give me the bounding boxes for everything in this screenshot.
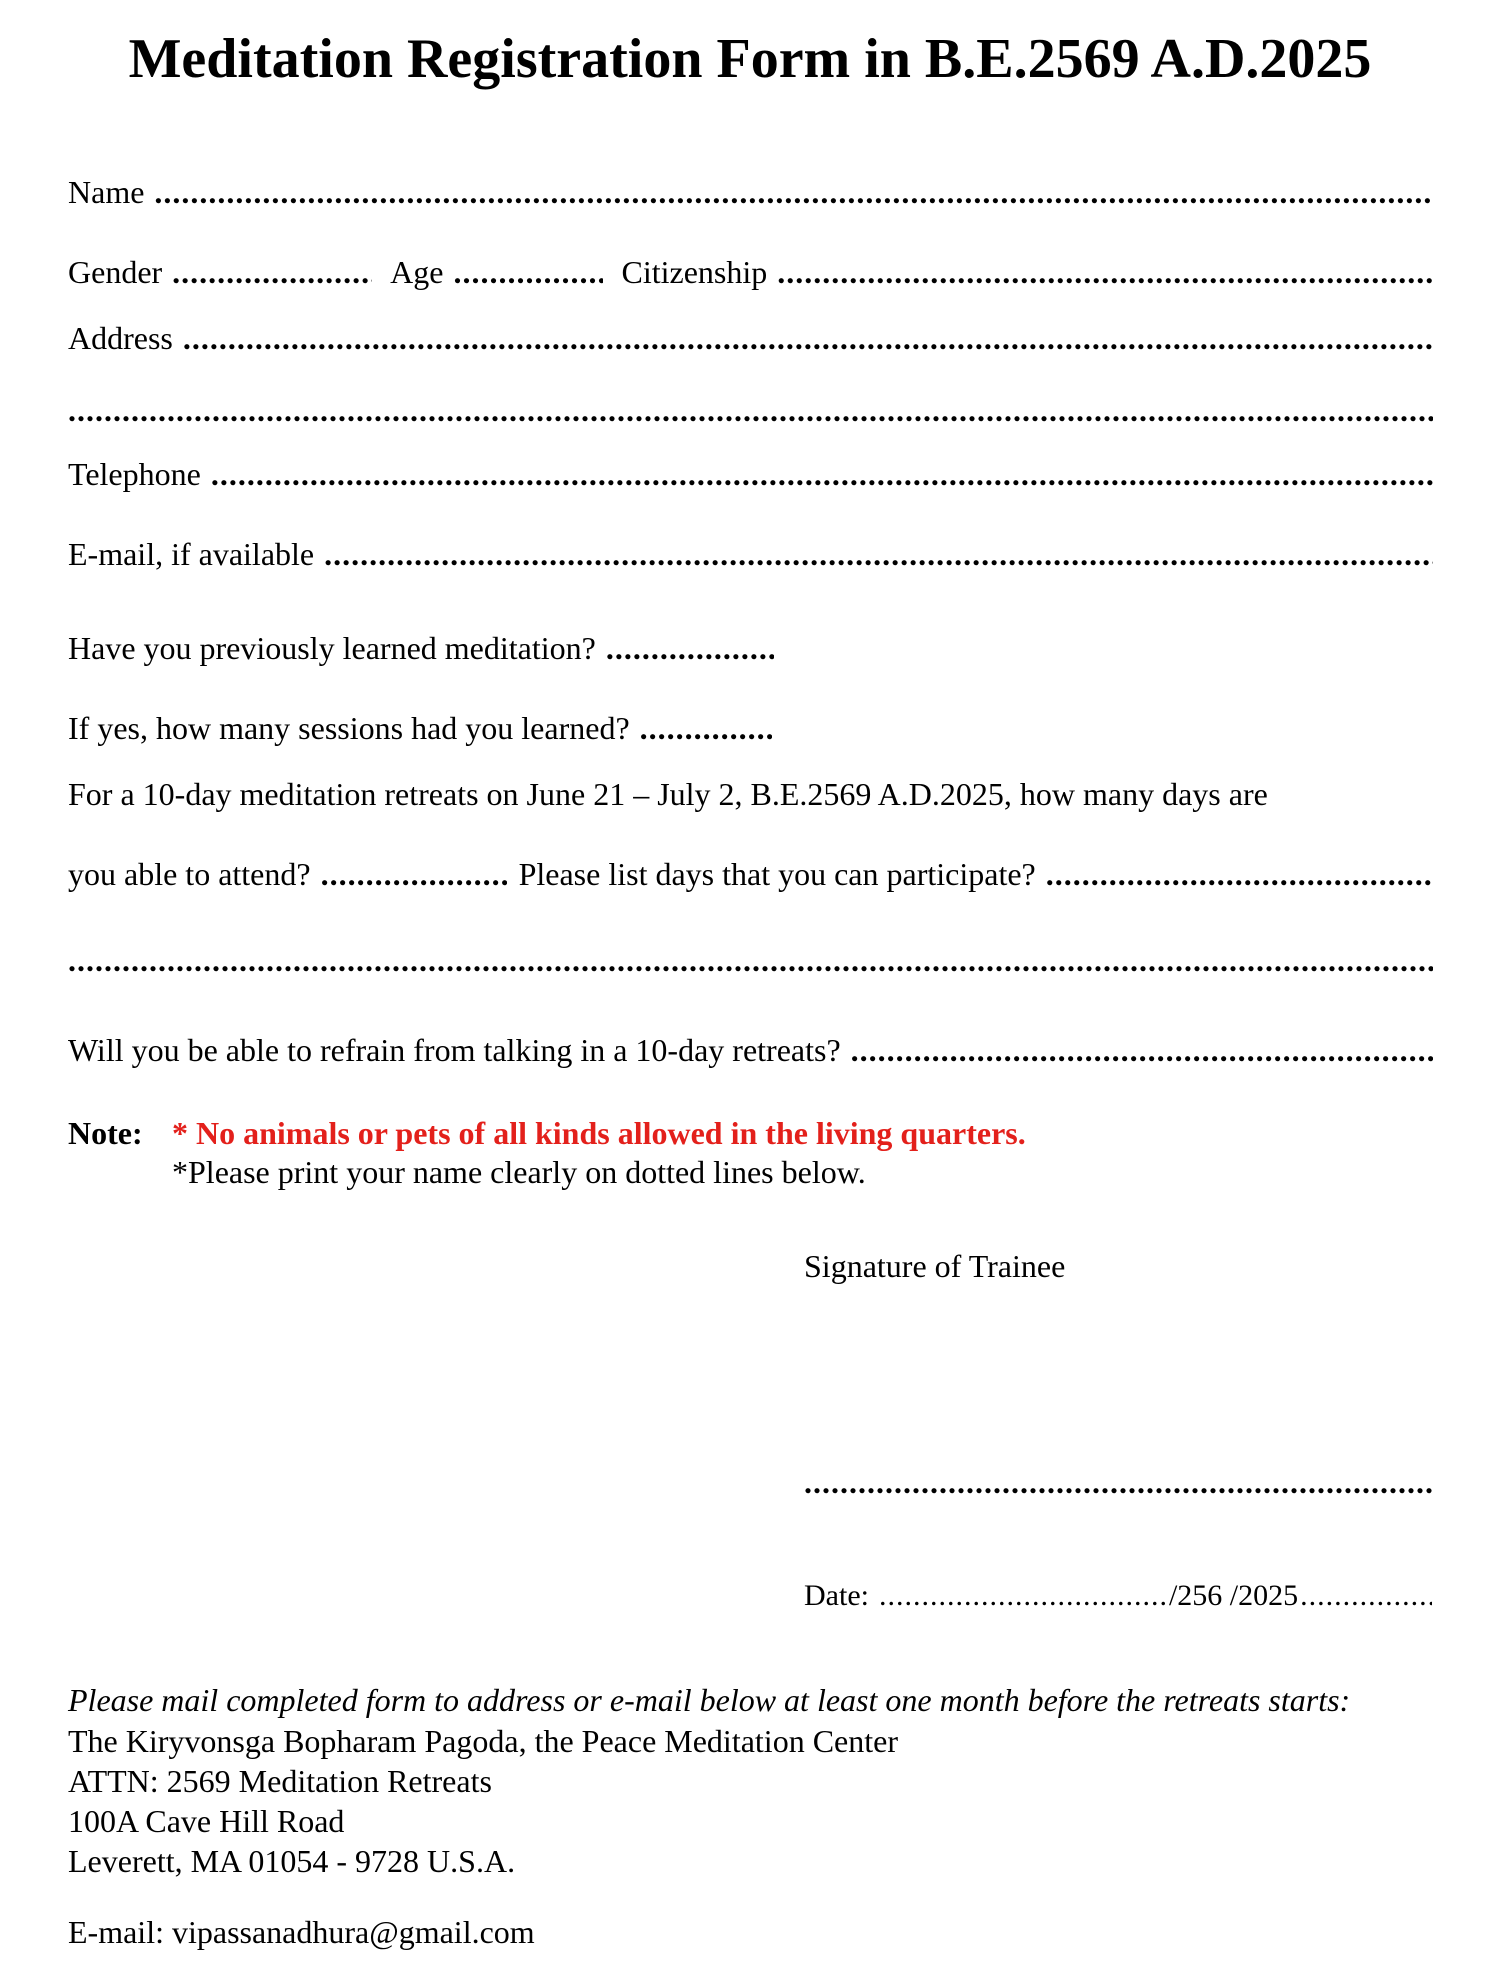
sessions-field[interactable] xyxy=(68,706,1433,750)
note-print-name: *Please print your name clearly on dotted lines below. xyxy=(172,1154,866,1190)
mail-instruction: Please mail completed form to address or e-mail below at least one month before the retreats starts: xyxy=(68,1682,1351,1718)
date-field[interactable] xyxy=(804,1574,1432,1618)
email-field[interactable] xyxy=(68,532,1433,576)
mail-attn: ATTN: 2569 Meditation Retreats xyxy=(68,1763,492,1799)
refrain-talking-label: Will you be able to refrain from talking in a 10-day retreats? xyxy=(68,1032,841,1068)
list-days-dotted-line[interactable] xyxy=(1046,852,1433,896)
retreat-question-line1: For a 10-day meditation retreats on June 21 – July 2, B.E.2569 A.D.2025, how many days are xyxy=(68,776,1268,812)
retreat-question xyxy=(68,772,1433,816)
telephone-dotted-line[interactable] xyxy=(211,452,1433,496)
age-label: Age xyxy=(390,254,444,290)
signature-line[interactable] xyxy=(804,1460,1432,1504)
address-continuation[interactable] xyxy=(68,388,1433,432)
email-label: E-mail, if available xyxy=(68,536,315,572)
signature-dotted-line[interactable] xyxy=(804,1460,1432,1504)
refrain-talking-field[interactable] xyxy=(68,1028,1433,1072)
email-dotted-line[interactable] xyxy=(324,532,1433,576)
previously-learned-field[interactable] xyxy=(68,626,1433,670)
form-title: Meditation Registration Form in B.E.2569 A.D.2025 xyxy=(128,28,1372,90)
citizenship-label: Citizenship xyxy=(621,254,768,290)
previously-learned-label: Have you previously learned meditation? xyxy=(68,630,596,666)
attend-days-label: you able to attend? xyxy=(68,856,311,892)
mail-street: 100A Cave Hill Road xyxy=(68,1803,345,1839)
citizenship-dotted-line[interactable] xyxy=(777,250,1433,294)
date-value: /256 /2025 xyxy=(1168,1579,1299,1612)
name-field[interactable] xyxy=(68,170,1433,214)
note-no-pets: * No animals or pets of all kinds allowed in the living quarters. xyxy=(172,1115,1026,1151)
attend-days-dotted-line[interactable] xyxy=(321,852,507,896)
gender-age-citizenship-row xyxy=(68,250,1433,294)
refrain-talking-dotted-line[interactable] xyxy=(851,1028,1433,1072)
mail-org-name: The Kiryvonsga Bopharam Pagoda, the Peace Meditation Center xyxy=(68,1723,898,1759)
mail-email[interactable]: E-mail: vipassanadhura@gmail.com xyxy=(68,1914,535,1950)
date-day-dotted-line[interactable] xyxy=(879,1574,1169,1618)
gender-dotted-line[interactable] xyxy=(172,250,372,294)
name-dotted-line[interactable] xyxy=(154,170,1433,214)
mail-city-state: Leverett, MA 01054 - 9728 U.S.A. xyxy=(68,1843,516,1879)
address-dotted-line-2[interactable] xyxy=(68,388,1433,432)
address-field[interactable] xyxy=(68,316,1433,360)
telephone-label: Telephone xyxy=(68,456,201,492)
previously-learned-dotted-line[interactable] xyxy=(606,626,774,670)
name-label: Name xyxy=(68,174,145,210)
gender-label: Gender xyxy=(68,254,163,290)
date-label: Date: xyxy=(804,1579,869,1612)
note-label: Note: xyxy=(68,1115,143,1151)
date-tail-dotted-line[interactable] xyxy=(1300,1574,1432,1618)
address-label: Address xyxy=(68,320,173,356)
list-days-label: Please list days that you can participate? xyxy=(518,856,1036,892)
sessions-label: If yes, how many sessions had you learned? xyxy=(68,710,630,746)
address-dotted-line[interactable] xyxy=(183,316,1433,360)
retreat-days-field[interactable] xyxy=(68,852,1433,896)
age-dotted-line[interactable] xyxy=(453,250,603,294)
telephone-field[interactable] xyxy=(68,452,1433,496)
list-days-continuation[interactable] xyxy=(68,938,1433,982)
sessions-dotted-line[interactable] xyxy=(640,706,772,750)
list-days-dotted-line-2[interactable] xyxy=(68,938,1433,982)
signature-label: Signature of Trainee xyxy=(804,1248,1066,1284)
